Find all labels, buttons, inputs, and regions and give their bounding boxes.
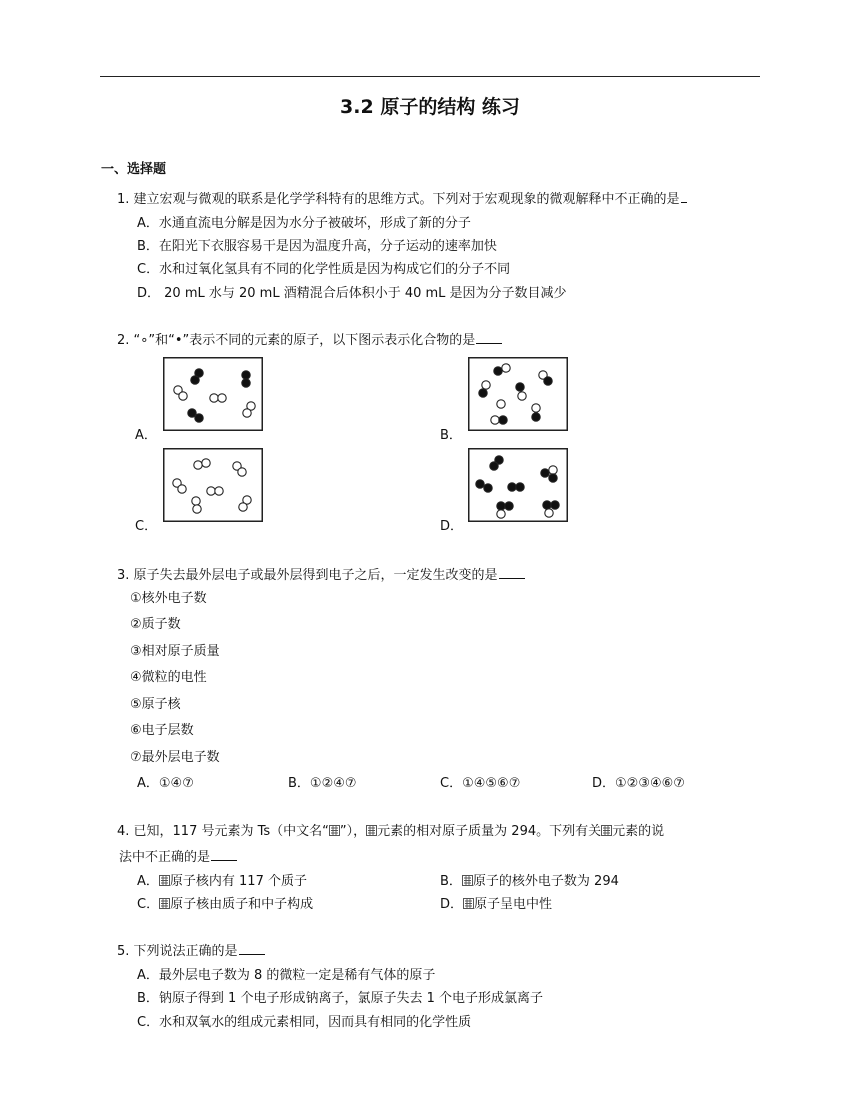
question-1-option-d[interactable]: D． 20 mL 水与 20 mL 酒精混合后体积小于 40 mL 是因为分子数目减少 (137, 286, 567, 301)
question-1-option-b[interactable]: B．在阳光下衣服容易干是因为温度升高，分子运动的速率加快 (137, 239, 497, 254)
diagram-d (468, 448, 568, 522)
question-3-item-1: ①核外电子数 (130, 591, 207, 606)
question-5-stem: 5. 下列说法正确的是 (117, 940, 265, 959)
page-title: 3.2 原子的结构 练习 (340, 96, 520, 118)
ts-character-icon (366, 825, 377, 836)
question-3-item-4: ④微粒的电性 (130, 670, 207, 685)
question-5-option-c[interactable]: C．水和双氧水的组成元素相同，因而具有相同的化学性质 (137, 1015, 472, 1030)
ts-character-icon (462, 875, 473, 886)
question-2-option-a[interactable]: A． (135, 428, 157, 443)
question-2-stem: 2. “∘”和“•”表示不同的元素的原子，以下图示表示化合物的是 (117, 329, 502, 348)
question-3-item-5: ⑤原子核 (130, 697, 181, 712)
question-3-option-c[interactable]: C．①④⑤⑥⑦ (440, 776, 521, 791)
question-5-option-a[interactable]: A．最外层电子数为 8 的微粒一定是稀有气体的原子 (137, 968, 436, 983)
ts-character-icon (329, 825, 340, 836)
question-3-item-2: ②质子数 (130, 617, 181, 632)
ts-character-icon (159, 898, 170, 909)
ts-character-icon (159, 875, 170, 886)
question-3-item-6: ⑥电子层数 (130, 723, 194, 738)
diagram-a (163, 357, 263, 431)
section-heading: 一、选择题 (101, 162, 167, 177)
question-5-option-b[interactable]: B．钠原子得到 1 个电子形成钠离子，氯原子失去 1 个电子形成氯离子 (137, 991, 543, 1006)
question-4-option-a[interactable]: A． 原子核内有 117 个质子 (137, 874, 307, 889)
question-2-option-d[interactable]: D． (440, 519, 464, 534)
question-1-option-c[interactable]: C．水和过氧化氢具有不同的化学性质是因为构成它们的分子不同 (137, 262, 511, 277)
ts-character-icon (463, 898, 474, 909)
question-4-option-d[interactable]: D． 原子呈电中性 (440, 897, 553, 912)
question-3-stem: 3. 原子失去最外层电子或最外层得到电子之后，一定发生改变的是 (117, 564, 525, 583)
header-rule (100, 76, 760, 77)
diagram-b (468, 357, 568, 431)
question-4-option-b[interactable]: B． 原子的核外电子数为 294 (440, 874, 619, 889)
question-4-stem-line-2: 法中不正确的是 (119, 846, 237, 865)
diagram-c (163, 448, 263, 522)
question-3-item-3: ③相对原子质量 (130, 644, 220, 659)
question-2-option-b[interactable]: B． (440, 428, 462, 443)
question-4-option-c[interactable]: C． 原子核由质子和中子构成 (137, 897, 314, 912)
question-3-option-a[interactable]: A．①④⑦ (137, 776, 194, 791)
question-3-option-d[interactable]: D．①②③④⑥⑦ (592, 776, 685, 791)
question-1-stem: 1. 建立宏观与微观的联系是化学学科特有的思维方式。下列对于宏观现象的微观解释中不正确的是 (117, 188, 687, 207)
question-3-option-b[interactable]: B．①②④⑦ (288, 776, 357, 791)
question-3-item-7: ⑦最外层电子数 (130, 750, 220, 765)
question-4-stem-line-1: 4. 已知，117 号元素为 Ts（中文名“ ”）， 元素的相对原子质量为 294。下列有关 元素的说 (117, 824, 665, 839)
question-1-option-a[interactable]: A．水通直流电分解是因为水分子被破坏，形成了新的分子 (137, 216, 471, 231)
question-2-option-c[interactable]: C． (135, 519, 158, 534)
ts-character-icon (601, 825, 612, 836)
